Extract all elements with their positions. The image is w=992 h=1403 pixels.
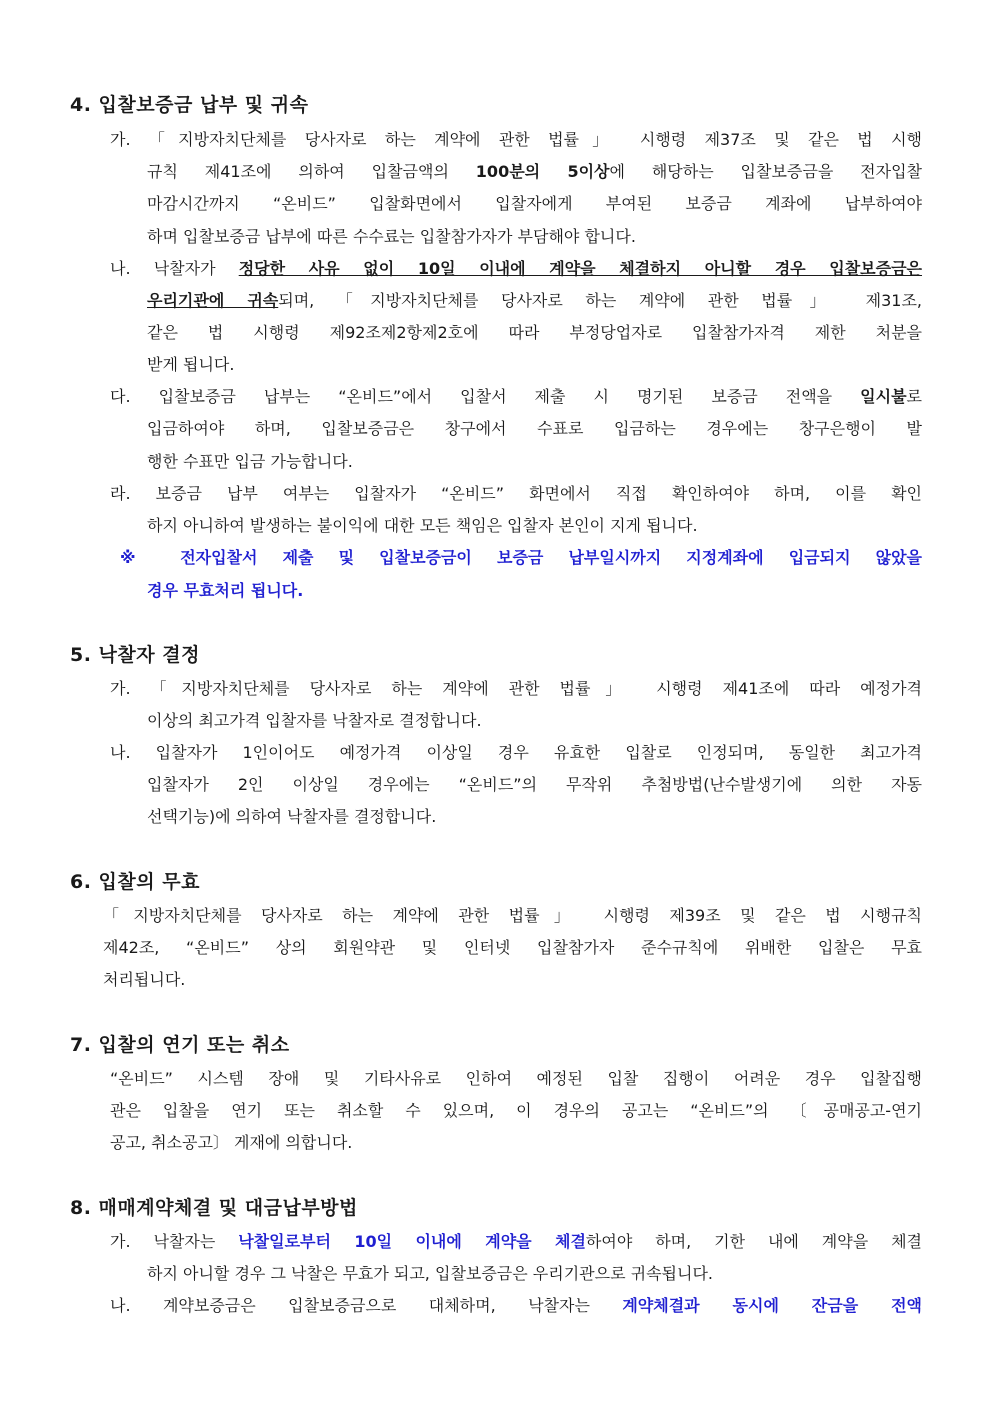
s8-ga-line-2: 하지 아니할 경우 그 낙찰은 무효가 되고, 입찰보증금은 우리기관으로 귀속됩니다. [147,1264,713,1283]
s5-ga-line-1: 가. 「지방자치단체를 당사자로 하는 계약에 관한 법률」 시행령 제41조에 따라 예정가격 [110,679,922,698]
section-4-heading: 4. 입찰보증금 납부 및 귀속 [70,94,309,116]
s8-na-line-1: 나. 계약보증금은 입찰보증금으로 대체하며, 낙찰자는 계약체결과 동시에 잔금을 전액 [110,1296,923,1315]
s4-na-line-4: 받게 됩니다. [147,355,235,374]
section-8-heading: 8. 매매계약체결 및 대금납부방법 [70,1197,358,1219]
s4-ga-line-4: 하며 입찰보증금 납부에 따른 수수료는 입찰참가자가 부담해야 합니다. [147,227,636,246]
s4-note-line-2: 경우 무효처리 됩니다. [147,581,304,600]
s4-ga-line-3: 마감시간까지 “온비드” 입찰화면에서 입찰자에게 부여된 보증금 계좌에 납부하여야 [147,194,922,213]
s4-ga-line-1: 가. 「지방자치단체를 당사자로 하는 계약에 관한 법률」 시행령 제37조 및 같은 법 시행 [110,130,922,149]
s4-na-line-2: 우리기관에 귀속되며, 「지방자치단체를 당사자로 하는 계약에 관한 법률」 제31조, [147,291,922,310]
s4-note-line-1: ※ 전자입찰서 제출 및 입찰보증금이 보증금 납부일시까지 지정계좌에 입금되지 않았을 [120,548,922,567]
s5-na-line-3: 선택기능)에 의하여 낙찰자를 결정합니다. [147,807,437,826]
s4-da-line-2: 입금하여야 하며, 입찰보증금은 창구에서 수표로 입금하는 경우에는 창구은행이 발 [147,419,922,438]
s6-line-2: 제42조, “온비드” 상의 회원약관 및 인터넷 입찰참가자 준수규칙에 위배한 입찰은 무효 [103,938,922,957]
s4-ra-line-2: 하지 아니하여 발생하는 불이익에 대한 모든 책임은 입찰자 본인이 지게 됩니다. [147,516,698,535]
s6-line-1: 「지방자치단체를 당사자로 하는 계약에 관한 법률」 시행령 제39조 및 같은 법 시행규칙 [103,906,922,925]
s4-ra-line-1: 라. 보증금 납부 여부는 입찰자가 “온비드” 화면에서 직접 확인하여야 하며, 이를 확인 [110,484,922,503]
section-7-heading: 7. 입찰의 연기 또는 취소 [70,1034,290,1056]
s4-na-line-1: 나. 낙찰자가 정당한 사유 없이 10일 이내에 계약을 체결하지 아니할 경우 입찰보증금은 [110,259,923,278]
s4-ga-line-2: 규칙 제41조에 의하여 입찰금액의 100분의 5이상에 해당하는 입찰보증금을 전자입찰 [147,162,922,181]
s5-na-line-2: 입찰자가 2인 이상일 경우에는 “온비드”의 무작위 추첨방법(난수발생기에 의한 자동 [147,775,922,794]
s6-line-3: 처리됩니다. [103,970,186,989]
s4-da-line-1: 다. 입찰보증금 납부는 “온비드”에서 입찰서 제출 시 명기된 보증금 전액을 일시불로 [110,387,922,406]
s7-line-2: 관은 입찰을 연기 또는 취소할 수 있으며, 이 경우의 공고는 “온비드”의 〔공매공고-연기 [110,1101,922,1120]
section-5-heading: 5. 낙찰자 결정 [70,644,200,666]
s8-ga-line-1: 가. 낙찰자는 낙찰일로부터 10일 이내에 계약을 체결하여야 하며, 기한 내에 계약을 체결 [110,1232,922,1251]
s7-line-1: “온비드” 시스템 장애 및 기타사유로 인하여 예정된 입찰 집행이 어려운 경우 입찰집행 [110,1069,922,1088]
s7-line-3: 공고, 취소공고〕 게재에 의합니다. [110,1133,353,1152]
section-6-heading: 6. 입찰의 무효 [70,871,200,893]
s5-na-line-1: 나. 입찰자가 1인이어도 예정가격 이상일 경우 유효한 입찰로 인정되며, 동일한 최고가격 [110,743,922,762]
s5-ga-line-2: 이상의 최고가격 입찰자를 낙찰자로 결정합니다. [147,711,482,730]
s4-da-line-3: 행한 수표만 입금 가능합니다. [147,452,353,471]
s4-na-line-3: 같은 법 시행령 제92조제2항제2호에 따라 부정당업자로 입찰참가자격 제한 처분을 [147,323,922,342]
